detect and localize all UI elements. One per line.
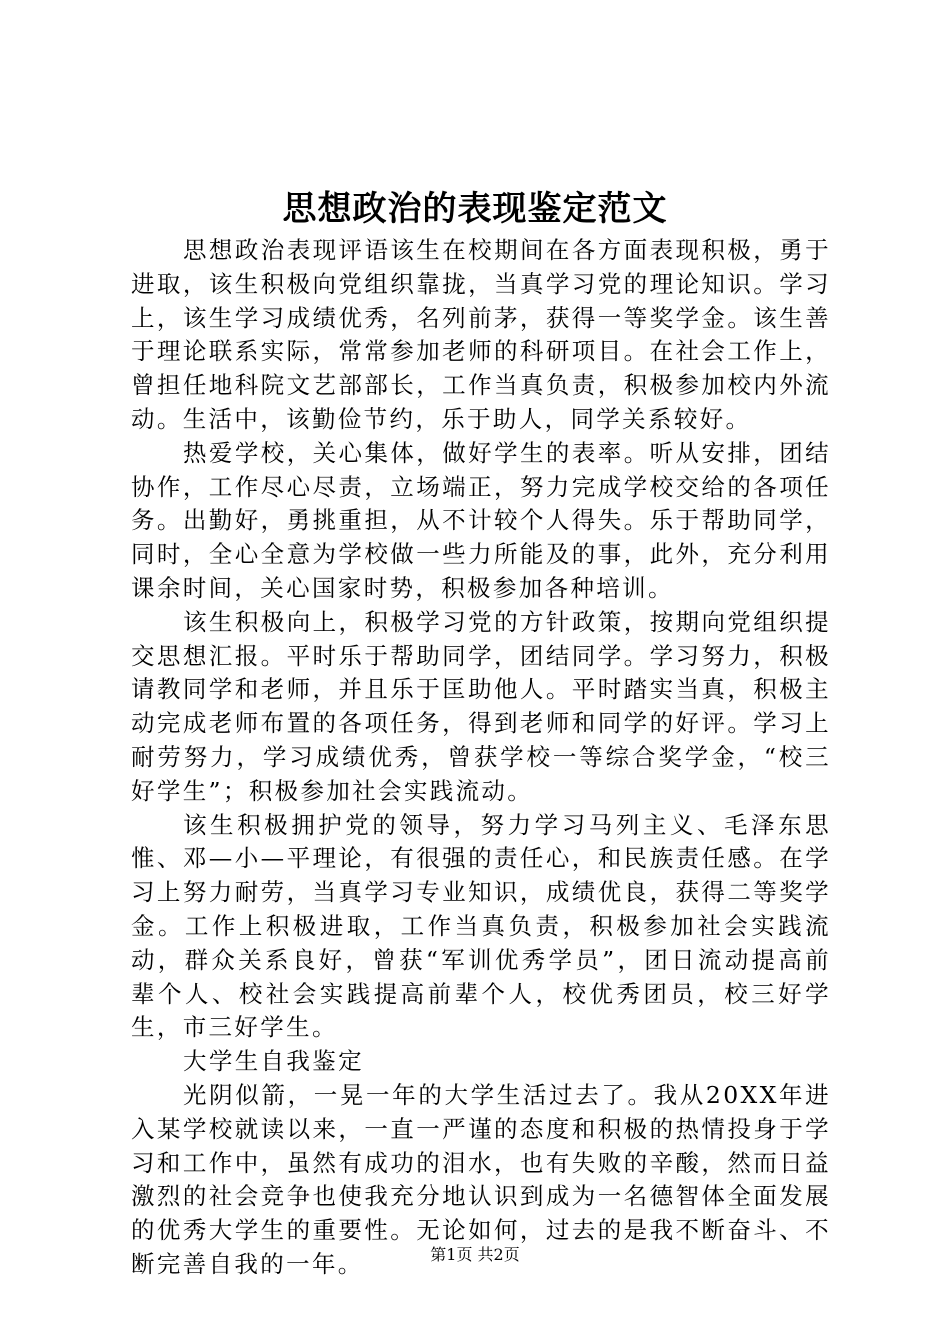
section-heading-self-assessment: 大学生自我鉴定 [183, 1047, 364, 1076]
document-body [131, 234, 831, 1282]
paragraph-love-school: 热爱学校，关心集体，做好学生的表率。听从安排，团结协作，工作尽心尽责，立场端正，努力完成学校交给的各项任务。出勤好，勇挑重担，从不计较个人得失。乐于帮助同学，同时，全心全意为学校做一些力所能及的事，此外，充分利用课余时间，关心国家时势，积极参加各种培训。 [131, 438, 831, 602]
page-number-label: 第1页 共2页 [430, 1245, 520, 1264]
page-title: 思想政治的表现鉴定范文 [282, 189, 668, 229]
paragraph-time-flies: 光阴似箭，一晃一年的大学生活过去了。我从20XX年进入某学校就读以来，一直一严谨的态度和积极的热情投身于学习和工作中，虽然有成功的泪水，也有失败的辛酸，然而日益激烈的社会竞争也使我充分地认识到成为一名德智体全面发展的优秀大学生的重要性。无论如何，过去的是我不断奋斗、不断完善自我的一年。 [131, 1080, 831, 1278]
paragraph-political-evaluation: 思想政治表现评语该生在校期间在各方面表现积极，勇于进取，该生积极向党组织靠拢，当真学习党的理论知识。学习上，该生学习成绩优秀，名列前茅，获得一等奖学金。该生善于理论联系实际，常常参加老师的科研项目。在社会工作上，曾担任地科院文艺部部长，工作当真负责，积极参加校内外流动。生活中，该勤俭节约，乐于助人，同学关系较好。 [131, 236, 831, 433]
page-footer [0, 1244, 950, 1266]
paragraph-positive-attitude: 该生积极向上，积极学习党的方针政策，按期向党组织提交思想汇报。平时乐于帮助同学，团结同学。学习努力，积极请教同学和老师，并且乐于匡助他人。平时踏实当真，积极主动完成老师布置的各项任务，得到老师和同学的好评。学习上耐劳努力，学习成绩优秀，曾获学校一等综合奖学金，“校三好学生”；积极参加社会实践流动。 [131, 607, 831, 805]
paragraph-support-party: 该生积极拥护党的领导，努力学习马列主义、毛泽东思惟、邓—小—平理论，有很强的责任心，和民族责任感。在学习上努力耐劳，当真学习专业知识，成绩优良，获得二等奖学金。工作上积极进取，工作当真负责，积极参加社会实践流动，群众关系良好，曾获“军训优秀学员”，团日流动提高前辈个人、校社会实践提高前辈个人，校优秀团员，校三好学生，市三好学生。 [131, 810, 831, 1042]
